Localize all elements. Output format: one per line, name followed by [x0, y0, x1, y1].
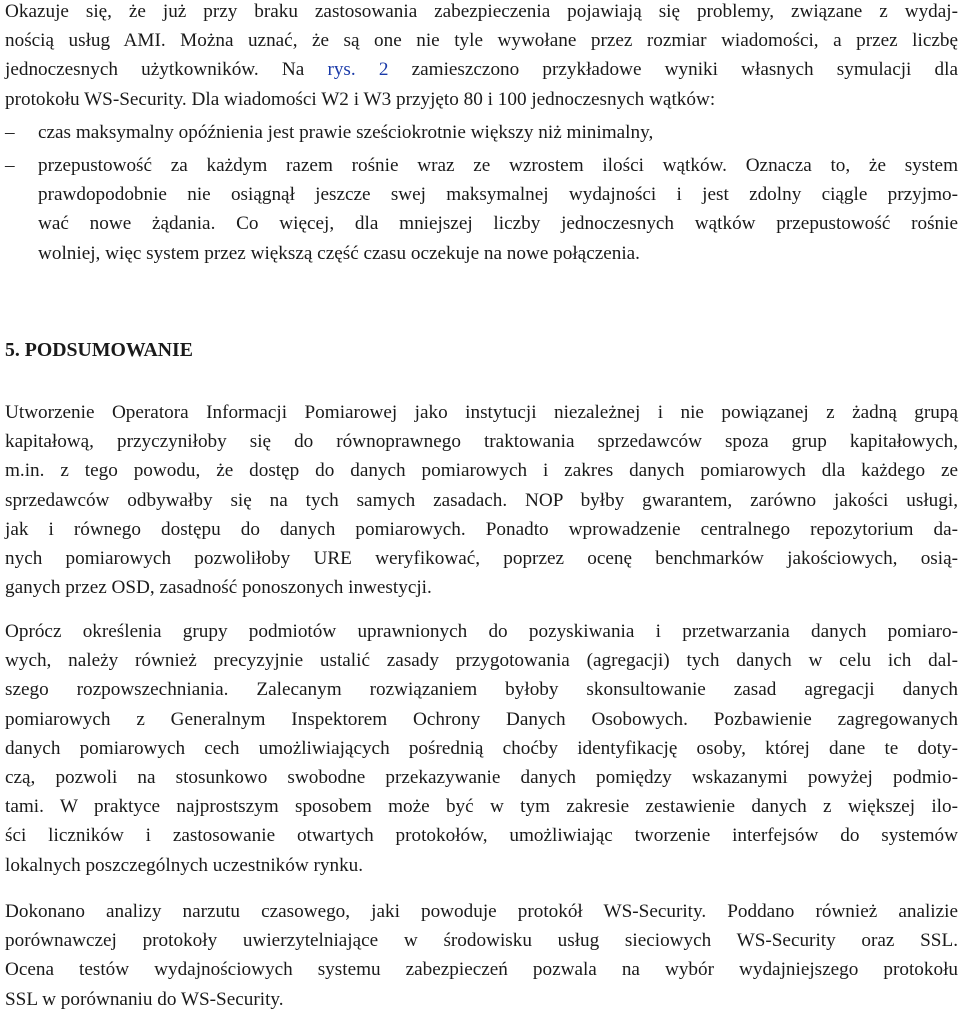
- text-line: prawdopodobnie nie osiągnął jeszcze swej maksymalnej wydajności i jest zdolny ciągle przyjmo-: [38, 184, 958, 206]
- paragraph-nop: [5, 398, 958, 602]
- text-line: SSL w porównaniu do WS-Security.: [5, 988, 284, 1010]
- dash-bullet-icon: –: [5, 155, 15, 177]
- text-line: Dokonano analizy narzutu czasowego, jaki powoduje protokół WS-Security. Poddano również analizie: [5, 901, 958, 922]
- text-line: ści liczników i zastosowanie otwartych protokołów, umożliwiając tworzenie interfejsów do systemów: [5, 825, 958, 847]
- text-line: pomiarowych z Generalnym Inspektorem Ochrony Danych Osobowych. Pozbawienie zagregowanych: [5, 708, 958, 730]
- bullet-item: [5, 151, 958, 268]
- dash-bullet-icon: –: [5, 121, 15, 143]
- text-line: lokalnych poszczególnych uczestników rynku.: [5, 854, 364, 876]
- text-line: danych pomiarowych cech umożliwiających pośrednią choćby identyfikację osoby, której dane te doty-: [5, 737, 958, 759]
- intro-block: [5, 0, 958, 268]
- text-line: szego rozpowszechniania. Zalecanym rozwiązaniem byłoby skonsultowanie zasad agregacji danych: [5, 679, 958, 701]
- text-line: wych, należy również precyzyjnie ustalić zasady przygotowania (agregacji) tych danych w celu ich dal-: [5, 650, 958, 672]
- text-line: Utworzenie Operatora Informacji Pomiarowej jako instytucji niezależnej i nie powiązanej z żadną grupą: [5, 402, 958, 423]
- text-line: wolniej, więc system przez większą część czasu oczekuje na nowe połączenia.: [38, 242, 640, 264]
- text-line: jak i równego dostępu do danych pomiarowych. Ponadto wprowadzenie centralnego repozytorium da-: [5, 518, 958, 540]
- text-line: ganych przez OSD, zasadność ponoszonych inwestycji.: [5, 577, 432, 599]
- text-line: sprzedawców odbywałby się na tych samych zasadach. NOP byłby gwarantem, zarówno jakości usługi,: [5, 489, 958, 511]
- text-line: m.in. z tego powodu, że dostęp do danych pomiarowych i zakres danych pomiarowych dla każdego ze: [5, 460, 958, 482]
- paragraph-analysis: [5, 897, 958, 1014]
- text-line: protokołu WS-Security. Dla wiadomości W2 i W3 przyjęto 80 i 100 jednoczesnych wątków:: [5, 88, 716, 110]
- text-line: porównawczej protokoły uwierzytelniające w środowisku usług sieciowych WS-Security oraz SSL.: [5, 930, 958, 952]
- bullet-text: przepustowość za każdym razem rośnie wraz ze wzrostem ilości wątków. Oznacza to, że system: [38, 155, 958, 177]
- text-line: kapitałową, przyczyniłoby się do równoprawnego traktowania sprzedawców spoza grup kapitałowych,: [5, 431, 958, 453]
- text-line: nych pomiarowych pozwoliłoby URE weryfikować, poprzez ocenę benchmarków jakościowych, osią-: [5, 548, 958, 570]
- text-line: Okazuje się, że już przy braku zastosowania zabezpieczenia pojawiają się problemy, związane z wydaj-: [5, 1, 958, 22]
- intro-paragraph: [5, 0, 958, 114]
- text-line: jednoczesnych użytkowników. Na rys. 2 zamieszczono przykładowe wyniki własnych symulacji dla: [5, 59, 958, 81]
- text-line: Ocena testów wydajnościowych systemu zabezpieczeń pozwala na wybór wydajniejszego protokołu: [5, 959, 958, 981]
- paragraph-aggregation: [5, 617, 958, 880]
- text-line: wać nowe żądania. Co więcej, dla mniejszej liczby jednoczesnych wątków przepustowość rośnie: [38, 213, 958, 235]
- text-line: tami. W praktyce najprostszym sposobem może być w tym zakresie zestawienie danych z większej ilo-: [5, 796, 958, 818]
- text-line: nością usług AMI. Można uznać, że są one nie tyle wywołane przez rozmiar wiadomości, a przez liczbę: [5, 30, 958, 52]
- bullet-item: [5, 118, 958, 147]
- figure-reference-link[interactable]: rys. 2: [327, 59, 389, 81]
- text-line: czą, pozwoli na stosunkowo swobodne przekazywanie danych pomiędzy wskazanymi powyżej podmio-: [5, 767, 958, 789]
- bullet-text: czas maksymalny opóźnienia jest prawie sześciokrotnie większy niż minimalny,: [38, 121, 654, 143]
- text-line: Oprócz określenia grupy podmiotów uprawnionych do pozyskiwania i przetwarzania danych pomiaro-: [5, 621, 958, 642]
- bullet-text-block: [38, 151, 958, 268]
- section-heading: 5. PODSUMOWANIE: [5, 339, 193, 361]
